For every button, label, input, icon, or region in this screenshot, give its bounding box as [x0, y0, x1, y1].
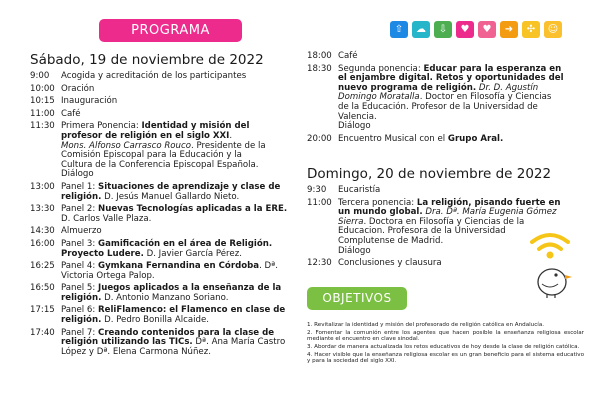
schedule-text: Complutense de Madrid.	[338, 235, 444, 246]
schedule-time: 11:00	[30, 108, 55, 119]
objective-number: 1.	[307, 322, 315, 328]
schedule-text: . Doctora en Filosofía y Ciencias de la	[363, 216, 525, 227]
schedule-text: de la Educación. Profesor de la Universidad de	[338, 101, 538, 112]
schedule-line	[338, 186, 587, 196]
network-icon: ✣	[522, 21, 540, 38]
schedule-line	[61, 316, 300, 326]
schedule-text: Proyecto Ludere.	[61, 248, 144, 259]
download-icon: ⇩	[434, 21, 452, 38]
schedule-line	[61, 250, 300, 260]
cloud-icon: ☁	[412, 21, 430, 38]
schedule-text: Tercera ponencia:	[338, 197, 417, 208]
schedule-text: D. Javier García Pérez.	[143, 248, 242, 259]
schedule-description	[61, 329, 300, 358]
schedule-description	[61, 85, 300, 95]
schedule-text: . Presidente de la	[190, 140, 266, 151]
saturday-schedule	[30, 72, 300, 360]
schedule-item	[307, 52, 587, 62]
objective-number: 4.	[307, 351, 315, 358]
schedule-line	[61, 85, 300, 95]
schedule-text: ReliFlamenco: el Flamenco en clase de	[98, 305, 286, 316]
smile-icon: ☺	[544, 21, 562, 38]
schedule-text: Dª. Ana María Castro	[192, 337, 286, 348]
schedule-item	[30, 97, 300, 107]
schedule-text: Segunda ponencia:	[338, 63, 424, 74]
schedule-text: Eucaristía	[338, 185, 381, 195]
saturday-schedule-continued	[307, 52, 587, 147]
schedule-text: Nuevas Tecnologías aplicadas a la ERE.	[98, 204, 288, 215]
share-icon: ➜	[500, 21, 518, 38]
schedule-item	[30, 85, 300, 95]
schedule-text: Identidad y misión del	[141, 121, 250, 132]
schedule-description	[338, 135, 587, 145]
schedule-time: 11:30	[30, 121, 55, 132]
schedule-time: 12:30	[307, 258, 332, 269]
schedule-line	[338, 122, 587, 132]
schedule-text: religión.	[61, 191, 102, 202]
schedule-item	[30, 240, 300, 259]
schedule-line	[61, 227, 300, 237]
schedule-text: religión.	[61, 315, 102, 326]
schedule-text: Sierra	[338, 216, 364, 227]
schedule-line	[61, 272, 300, 282]
schedule-time: 11:00	[307, 197, 332, 208]
schedule-description	[61, 240, 300, 259]
schedule-text: Inauguración	[61, 96, 118, 107]
schedule-time: 16:50	[30, 283, 55, 294]
schedule-item	[30, 284, 300, 303]
schedule-text: Panel 2:	[61, 204, 99, 215]
schedule-line	[61, 215, 300, 225]
schedule-time: 17:15	[30, 305, 55, 316]
schedule-line	[338, 135, 587, 145]
schedule-line	[61, 72, 300, 82]
schedule-text: Grupo Aral.	[447, 133, 504, 144]
schedule-item	[30, 306, 300, 325]
schedule-time: 16:25	[30, 261, 55, 272]
schedule-text: Diálogo	[61, 169, 94, 180]
upload-icon: ⇧	[390, 21, 408, 38]
saturday-heading: Sábado, 19 de noviembre de 2022	[30, 52, 264, 68]
schedule-time: 16:00	[30, 238, 55, 249]
schedule-time: 20:00	[307, 133, 332, 144]
objective-item	[307, 330, 584, 343]
schedule-time: 10:00	[30, 83, 55, 94]
objective-text: Hacer visible que la enseñanza religiosa escolar es un gran beneficio para el sistema educativo y para la sociedad del siglo XXI.	[307, 351, 584, 365]
schedule-text: un mundo global.	[338, 207, 423, 218]
schedule-text: Cultura de la Conferencia Episcopal Española.	[61, 159, 259, 170]
schedule-description	[61, 72, 300, 82]
icon-bar	[390, 21, 562, 38]
objective-text: Revitalizar la identidad y misión del profesorado de religión católica en Andalucía.	[314, 322, 545, 328]
schedule-text: el enjambre digital. Retos y oportunidades del	[338, 73, 564, 84]
heart-icon: ♥	[478, 21, 496, 38]
schedule-line	[61, 193, 300, 203]
schedule-line	[61, 97, 300, 107]
schedule-item	[30, 205, 300, 224]
schedule-description	[338, 65, 587, 132]
schedule-item	[30, 110, 300, 120]
schedule-text: nuevo programa de religión.	[338, 82, 477, 93]
schedule-item	[30, 329, 300, 358]
schedule-text: Educacion. Profesora de la Universidad	[338, 226, 506, 237]
schedule-line	[61, 294, 300, 304]
schedule-text: Comisión Episcopal para la Educación y la	[61, 150, 242, 161]
schedule-text: .	[229, 130, 233, 141]
schedule-text: Domingo Moratalla	[338, 92, 420, 103]
schedule-text: . Doctor en Filosofía y Ciencias	[419, 92, 552, 103]
schedule-item	[30, 122, 300, 180]
schedule-text: Panel 3:	[61, 238, 99, 249]
schedule-text: Creando contenidos para la clase de	[98, 327, 275, 338]
schedule-text: Situaciones de aprendizaje y clase de	[98, 181, 281, 192]
schedule-text: Panel 5:	[61, 283, 99, 294]
schedule-time: 14:30	[30, 226, 55, 237]
schedule-line	[61, 170, 300, 180]
schedule-line	[61, 348, 300, 358]
schedule-text: Almuerzo	[61, 226, 102, 237]
schedule-line	[61, 110, 300, 120]
schedule-text: Oración	[61, 83, 95, 94]
schedule-text: Conclusiones y clausura	[338, 258, 442, 269]
schedule-description	[338, 186, 587, 196]
schedule-text: López y Dª. Elena Carmona Núñez.	[61, 346, 211, 357]
objective-item	[307, 344, 584, 350]
schedule-description	[338, 52, 587, 62]
bird-mascot-icon	[522, 228, 582, 302]
programa-badge: PROGRAMA	[99, 19, 242, 42]
objectives-list	[307, 322, 584, 366]
schedule-time: 13:30	[30, 204, 55, 215]
schedule-text: religión.	[61, 292, 102, 303]
schedule-description	[61, 306, 300, 325]
schedule-description	[61, 122, 300, 180]
schedule-text: D. Antonio Manzano Soriano.	[101, 292, 229, 303]
schedule-text: religión utilizando las TICs.	[61, 337, 193, 348]
schedule-description	[61, 110, 300, 120]
schedule-time: 18:30	[307, 63, 332, 74]
schedule-text: Café	[61, 108, 81, 119]
schedule-text: Dra. Dª. María Eugenia Gómez	[422, 207, 557, 218]
like-icon: ♥	[456, 21, 474, 38]
schedule-text: Acogida y acreditación de los participantes	[61, 71, 247, 81]
schedule-text: . Dª.	[259, 261, 278, 272]
schedule-time: 18:00	[307, 51, 332, 61]
objective-text: Fomentar la comunión entre los agentes que hacen posible la enseñanza religiosa escolar mediante el encuentro en clave sinodal.	[307, 329, 584, 343]
schedule-item	[30, 72, 300, 82]
schedule-description	[61, 183, 300, 202]
objective-item	[307, 352, 584, 365]
schedule-item	[307, 65, 587, 132]
schedule-text: Diálogo	[338, 121, 371, 132]
schedule-text: Panel 6:	[61, 305, 99, 316]
schedule-text: Gamificación en el área de Religión.	[98, 238, 273, 249]
schedule-item	[307, 186, 587, 196]
schedule-item	[307, 135, 587, 145]
schedule-item	[30, 183, 300, 202]
schedule-description	[61, 262, 300, 281]
schedule-time: 10:15	[30, 96, 55, 107]
schedule-text: Café	[338, 51, 358, 61]
schedule-line	[61, 161, 300, 171]
schedule-text: Valencia.	[338, 111, 377, 122]
schedule-text: profesor de religión en el siglo XXI	[61, 130, 230, 141]
schedule-text: D. Carlos Valle Plaza.	[61, 213, 152, 224]
objective-item	[307, 322, 584, 328]
schedule-item	[30, 262, 300, 281]
schedule-text: Educar para la esperanza en	[423, 63, 562, 74]
schedule-description	[61, 227, 300, 237]
objective-text: Abordar de manera actualizada los retos educativos de hoy desde la clase de religión católica.	[314, 344, 580, 351]
objective-number: 2.	[307, 329, 316, 336]
schedule-line	[338, 52, 587, 62]
schedule-time: 9:00	[30, 71, 50, 81]
schedule-time: 13:00	[30, 181, 55, 192]
schedule-item	[30, 227, 300, 237]
schedule-text: D. Pedro Bonilla Alcaide.	[101, 315, 209, 326]
schedule-description	[61, 205, 300, 224]
objetivos-badge: OBJETIVOS	[307, 287, 407, 310]
schedule-text: Juegos aplicados a la enseñanza de la	[98, 283, 282, 294]
schedule-text: Panel 4:	[61, 261, 99, 272]
schedule-text: D. Jesús Manuel Gallardo Nieto.	[101, 191, 240, 202]
schedule-description	[61, 97, 300, 107]
schedule-text: Panel 1:	[61, 181, 99, 192]
schedule-text: Diálogo	[338, 245, 371, 256]
objective-number: 3.	[307, 344, 315, 351]
schedule-text: Primera Ponencia:	[61, 121, 142, 132]
schedule-text: Victoria Ortega Palop.	[61, 270, 155, 281]
sunday-heading: Domingo, 20 de noviembre de 2022	[307, 166, 552, 182]
schedule-time: 9:30	[307, 185, 327, 195]
schedule-description	[61, 284, 300, 303]
schedule-line	[338, 113, 587, 123]
schedule-text: Mons. Alfonso Carrasco Rouco	[61, 140, 191, 151]
schedule-text: Dr. D. Agustín	[476, 82, 539, 93]
schedule-text: Gymkana Fernandina en Córdoba	[98, 261, 260, 272]
schedule-time: 17:40	[30, 327, 55, 338]
schedule-text: Panel 7:	[61, 327, 99, 338]
schedule-text: Encuentro Musical con el	[338, 133, 448, 144]
schedule-text: La religión, pisando fuerte en	[416, 197, 561, 208]
